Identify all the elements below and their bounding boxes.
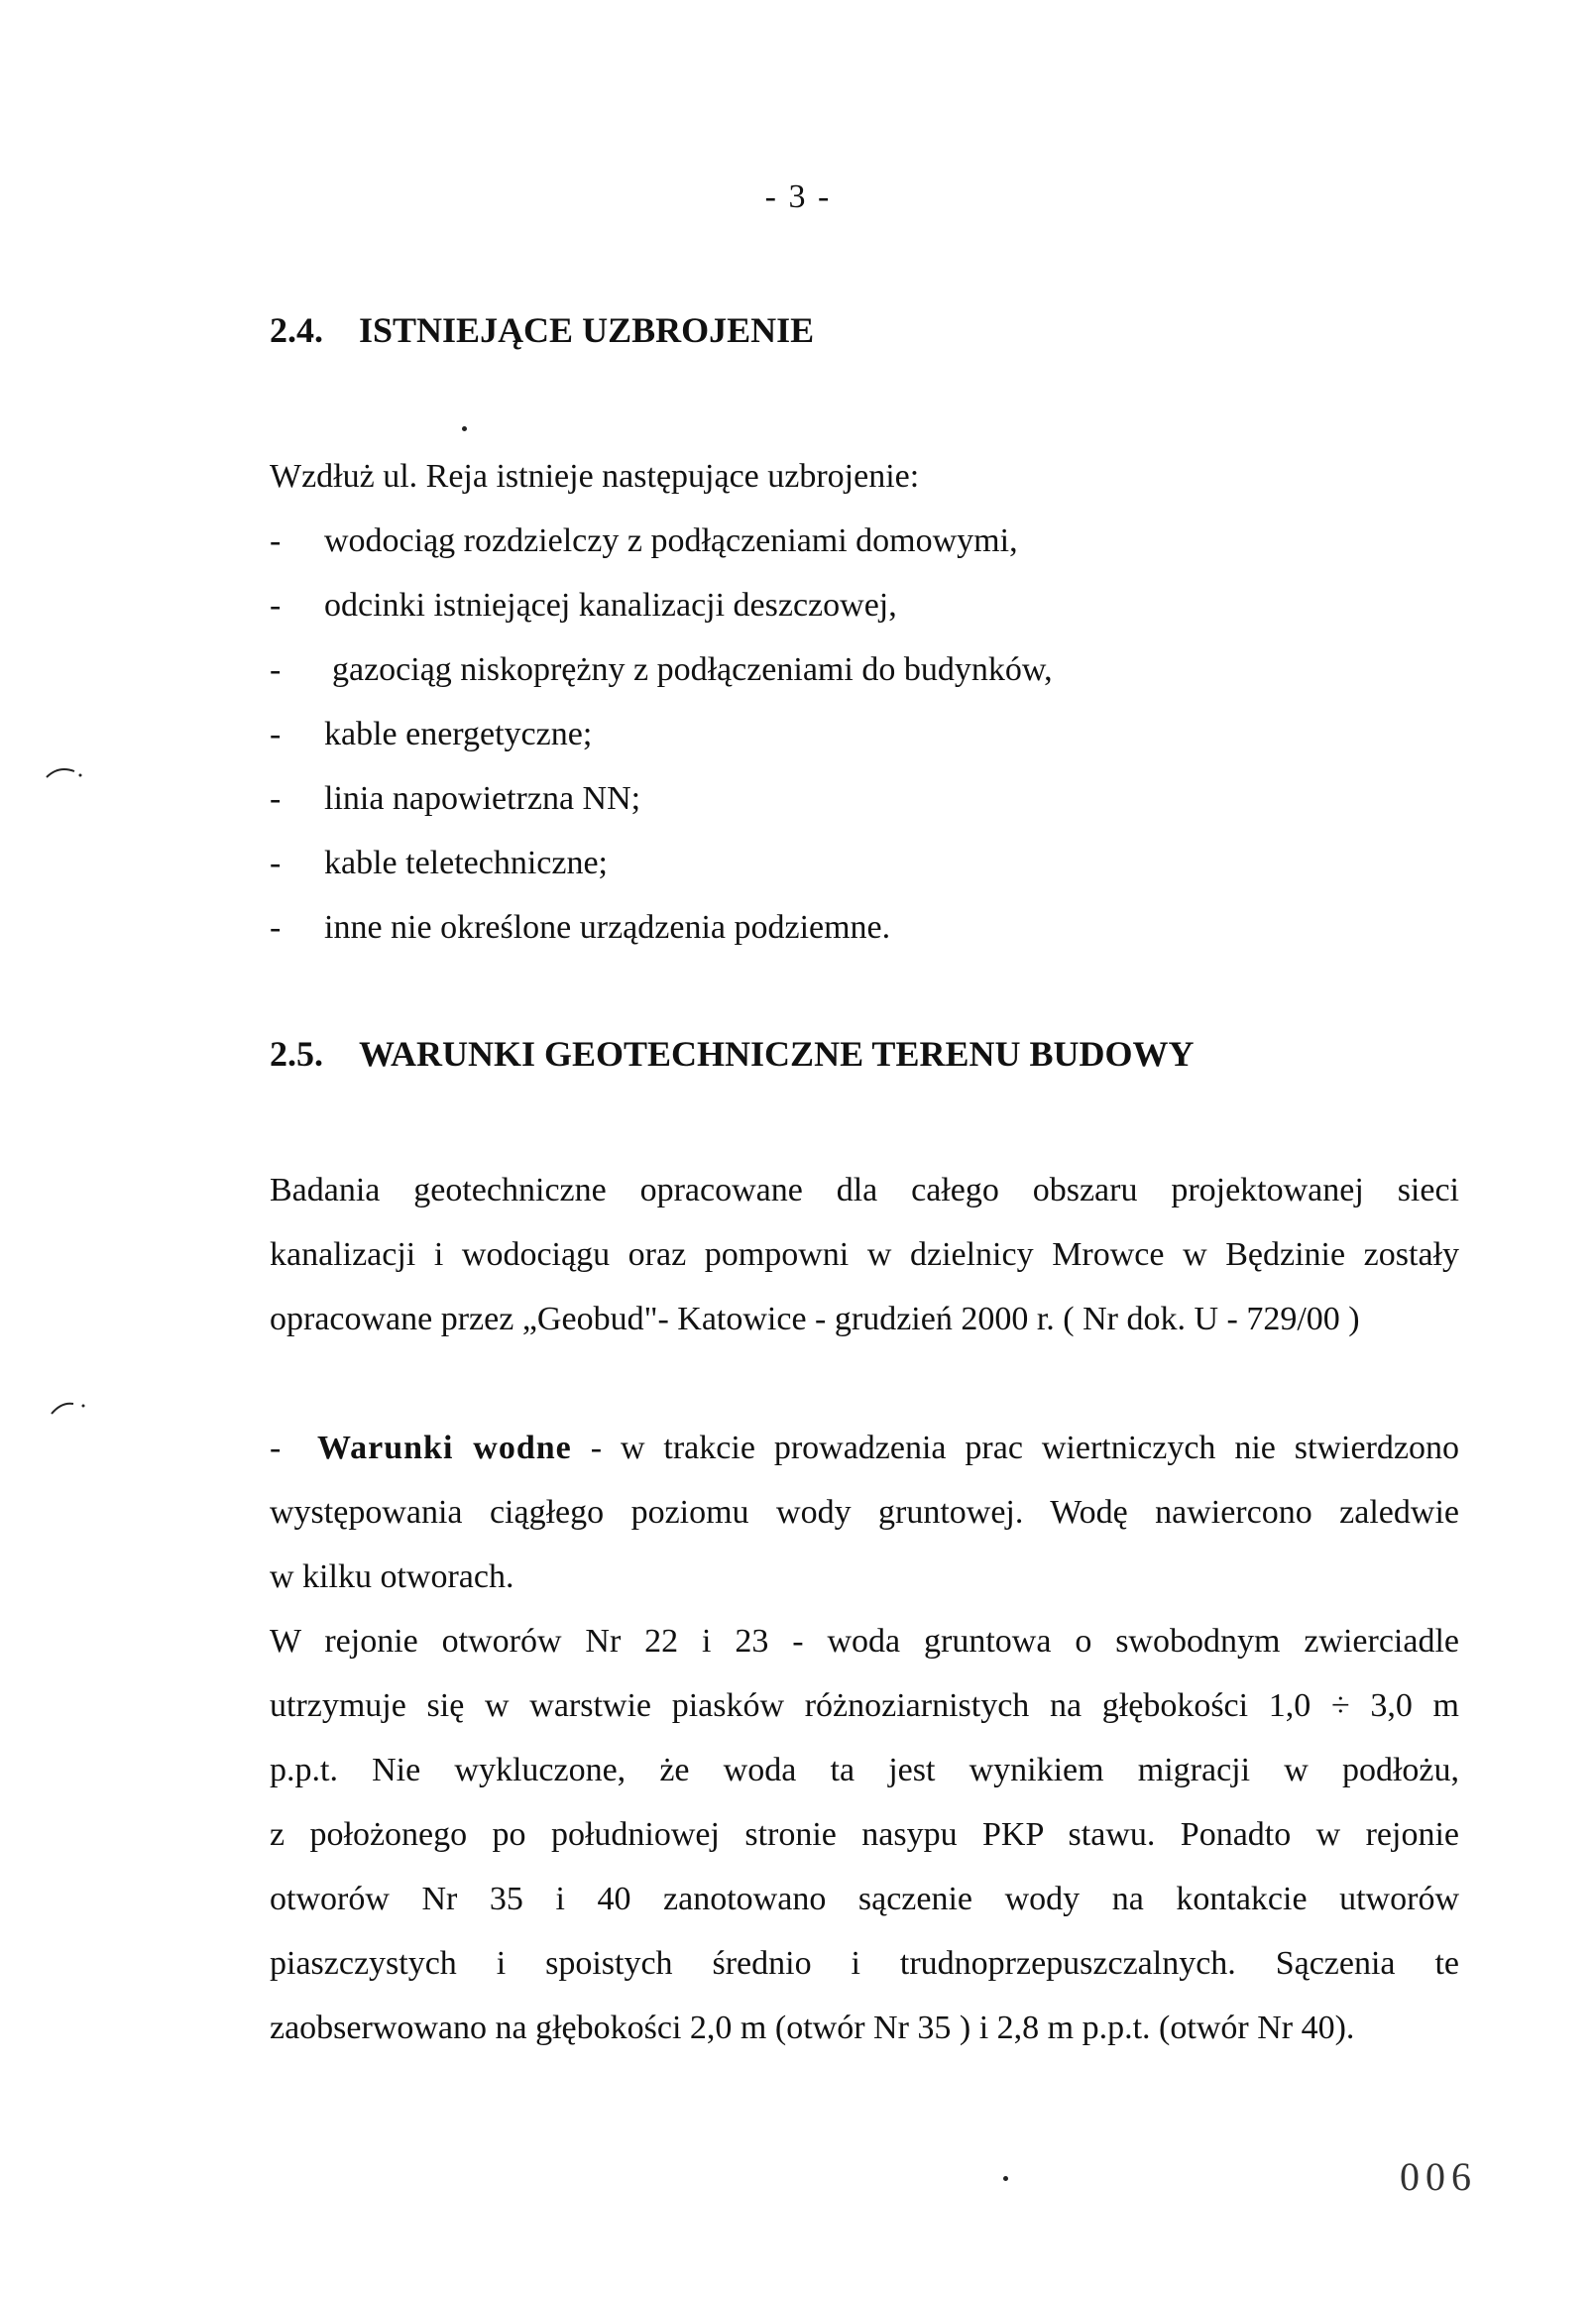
paragraph-geotechnical-study: Badania geotechniczne opracowane dla całego obszaru projektowanej sieci kanalizacji i wodociągu oraz pompowni w dzielnicy Mrowce w Będzinie zostały opracowane przez „Geobud"- Katowice - grudzień 2000 r. ( Nr dok. U - 729/00 )	[270, 1172, 1459, 1337]
scan-mark-icon	[50, 1398, 89, 1418]
list-item: - wodociąg rozdzielczy z podłączeniami domowymi,	[270, 522, 1018, 559]
section-title: ISTNIEJĄCE UZBROJENIE	[359, 310, 815, 350]
list-item: - kable teletechniczne;	[270, 845, 608, 881]
list-item: - kable energetyczne;	[270, 716, 593, 752]
list-item: - odcinki istniejącej kanalizacji deszczowej,	[270, 587, 897, 624]
scan-speck	[1003, 2176, 1008, 2181]
section-intro: Wzdłuż ul. Reja istnieje następujące uzbrojenie:	[270, 458, 920, 495]
scan-mark-icon	[45, 763, 84, 783]
section-heading-2-4	[270, 309, 814, 351]
paragraph-water-conditions: - Warunki wodne - w trakcie prowadzenia prac wiertniczych nie stwierdzono występowania ciągłego poziomu wody gruntowej. Wodę nawiercono zaledwie w kilku otworach.	[270, 1430, 1459, 1595]
scan-speck	[462, 426, 467, 431]
section-number: 2.4.	[270, 310, 323, 350]
paragraph-groundwater-details: W rejonie otworów Nr 22 i 23 - woda gruntowa o swobodnym zwierciadle utrzymuje się w warstwie piasków różnoziarnistych na głębokości 1,0 ÷ 3,0 m p.p.t. Nie wykluczone, że woda ta jest wynikiem migracji w podłożu, z położonego po południowej stronie nasypu PKP stawu. Ponadto w rejonie otworów Nr 35 i 40 zanotowano sączenie wody na kontakcie utworów piaszczystych i spoistych średnio i trudnoprzepuszczalnych. Sączenia te zaobserwowano na głębokości 2,0 m (otwór Nr 35 ) i 2,8 m p.p.t. (otwór Nr 40).	[270, 1623, 1459, 2046]
list-item: - inne nie określone urządzenia podziemne.	[270, 909, 891, 946]
section-heading-2-5	[270, 1033, 1194, 1075]
list-item: - gazociąg niskoprężny z podłączeniami do budynków,	[270, 651, 1053, 688]
water-conditions-label: Warunki wodne	[317, 1430, 572, 1466]
section-number: 2.5.	[270, 1034, 323, 1074]
section-title: WARUNKI GEOTECHNICZNE TERENU BUDOWY	[359, 1034, 1195, 1074]
list-item: - linia napowietrzna NN;	[270, 780, 641, 817]
archive-page-number: 006	[1400, 2154, 1477, 2199]
page-number: - 3 -	[764, 178, 832, 215]
